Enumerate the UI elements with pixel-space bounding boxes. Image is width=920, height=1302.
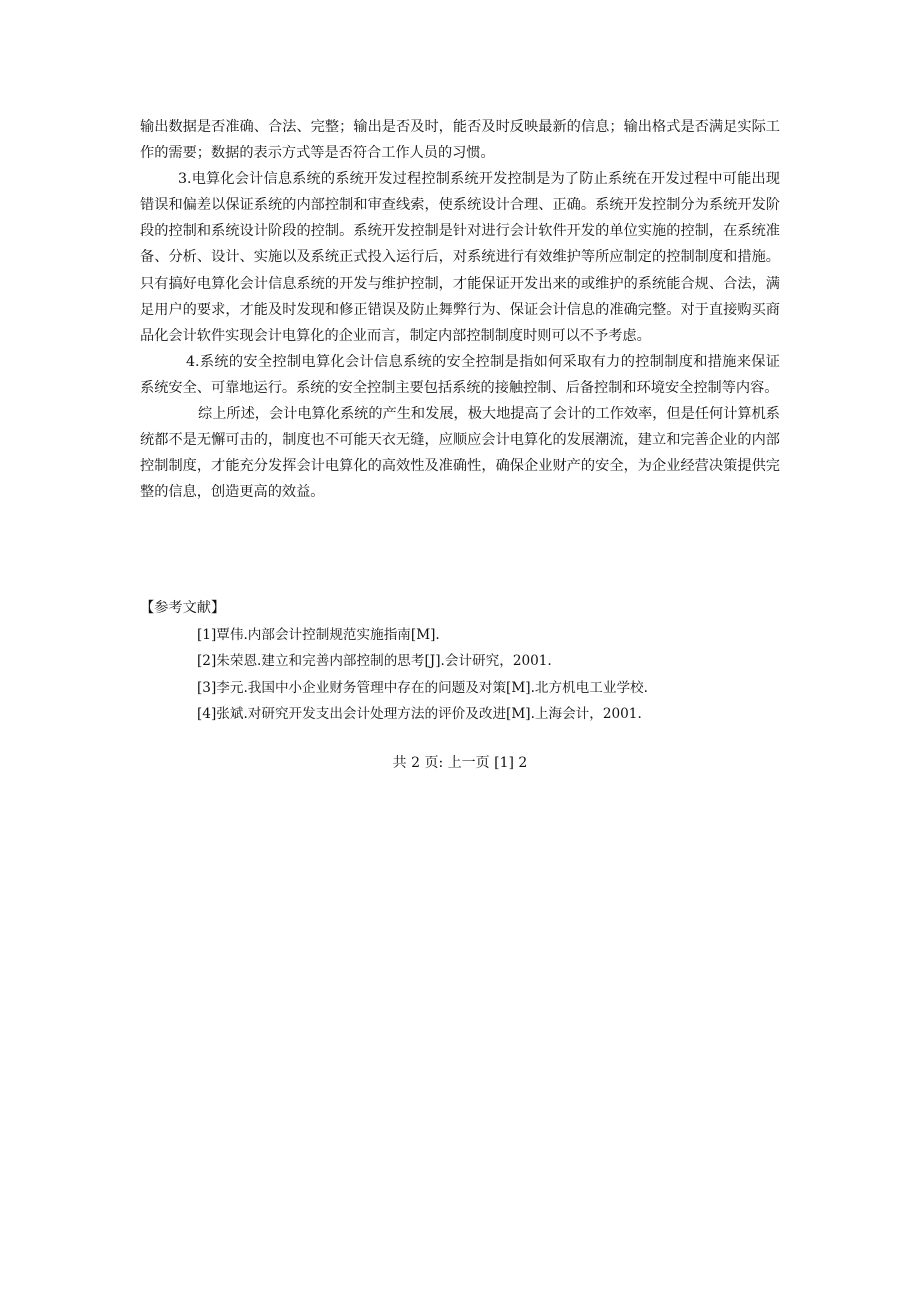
pagination-page-2-link[interactable]: 2: [518, 755, 528, 771]
paragraph-development-control: 3.电算化会计信息系统的系统开发过程控制系统开发控制是为了防止系统在开发过程中可能出现错误和偏差以保证系统的内部控制和审查线索，使系统设计合理、正确。系统开发控制分为系统开发阶段的控制和系统设计阶段的控制。系统开发控制是针对进行会计软件开发的单位实施的控制，在系统准备、分析、设计、实施以及系统正式投入运行后，对系统进行有效维护等所应制定的控制制度和措施。只有搞好电算化会计信息系统的开发与维护控制，才能保证开发出来的或维护的系统能合规、合法，满足用户的要求，才能及时发现和修正错误及防止舞弊行为、保证会计信息的准确完整。对于直接购买商品化会计软件实现会计电算化的企业而言，制定内部控制制度时则可以不予考虑。: [140, 171, 780, 344]
paragraph-output-control: 输出数据是否准确、合法、完整；输出是否及时，能否及时反映最新的信息；输出格式是否满足实际工作的需要；数据的表示方式等是否符合工作人员的习惯。: [140, 119, 780, 162]
paragraph-conclusion: 综上所述，会计电算化系统的产生和发展，极大地提高了会计的工作效率，但是任何计算机系统都不是无懈可击的，制度也不可能天衣无缝，应顺应会计电算化的发展潮流，建立和完善企业的内部控制制度，才能充分发挥会计电算化的高效性及准确性，确保企业财产的安全，为企业经营决策提供完整的信息，创造更高的效益。: [140, 406, 780, 501]
reference-item: [1]覃伟.内部会计控制规范实施指南[M].: [197, 627, 440, 643]
references-heading: 【参考文献】: [140, 600, 226, 616]
pagination: [0, 751, 920, 775]
reference-item: [3]李元.我国中小企业财务管理中存在的问题及对策[M].北方机电工业学校.: [197, 679, 648, 696]
article-body: [140, 114, 780, 505]
reference-item: [2]朱荣恩.建立和完善内部控制的思考[J].会计研究，2001.: [197, 653, 552, 670]
pagination-prev-link[interactable]: 上一页: [447, 755, 490, 771]
reference-item: [4]张斌.对研究开发支出会计处理方法的评价及改进[M].上海会计，2001.: [197, 705, 642, 722]
references-list: [197, 622, 648, 727]
pagination-current-page: [1]: [494, 755, 514, 771]
pagination-total: 共 2 页:: [392, 755, 444, 771]
paragraph-security-control: 4.系统的安全控制电算化会计信息系统的安全控制是指如何采取有力的控制制度和措施来保证系统安全、可靠地运行。系统的安全控制主要包括系统的接触控制、后备控制和环境安全控制等内容。: [140, 353, 780, 396]
